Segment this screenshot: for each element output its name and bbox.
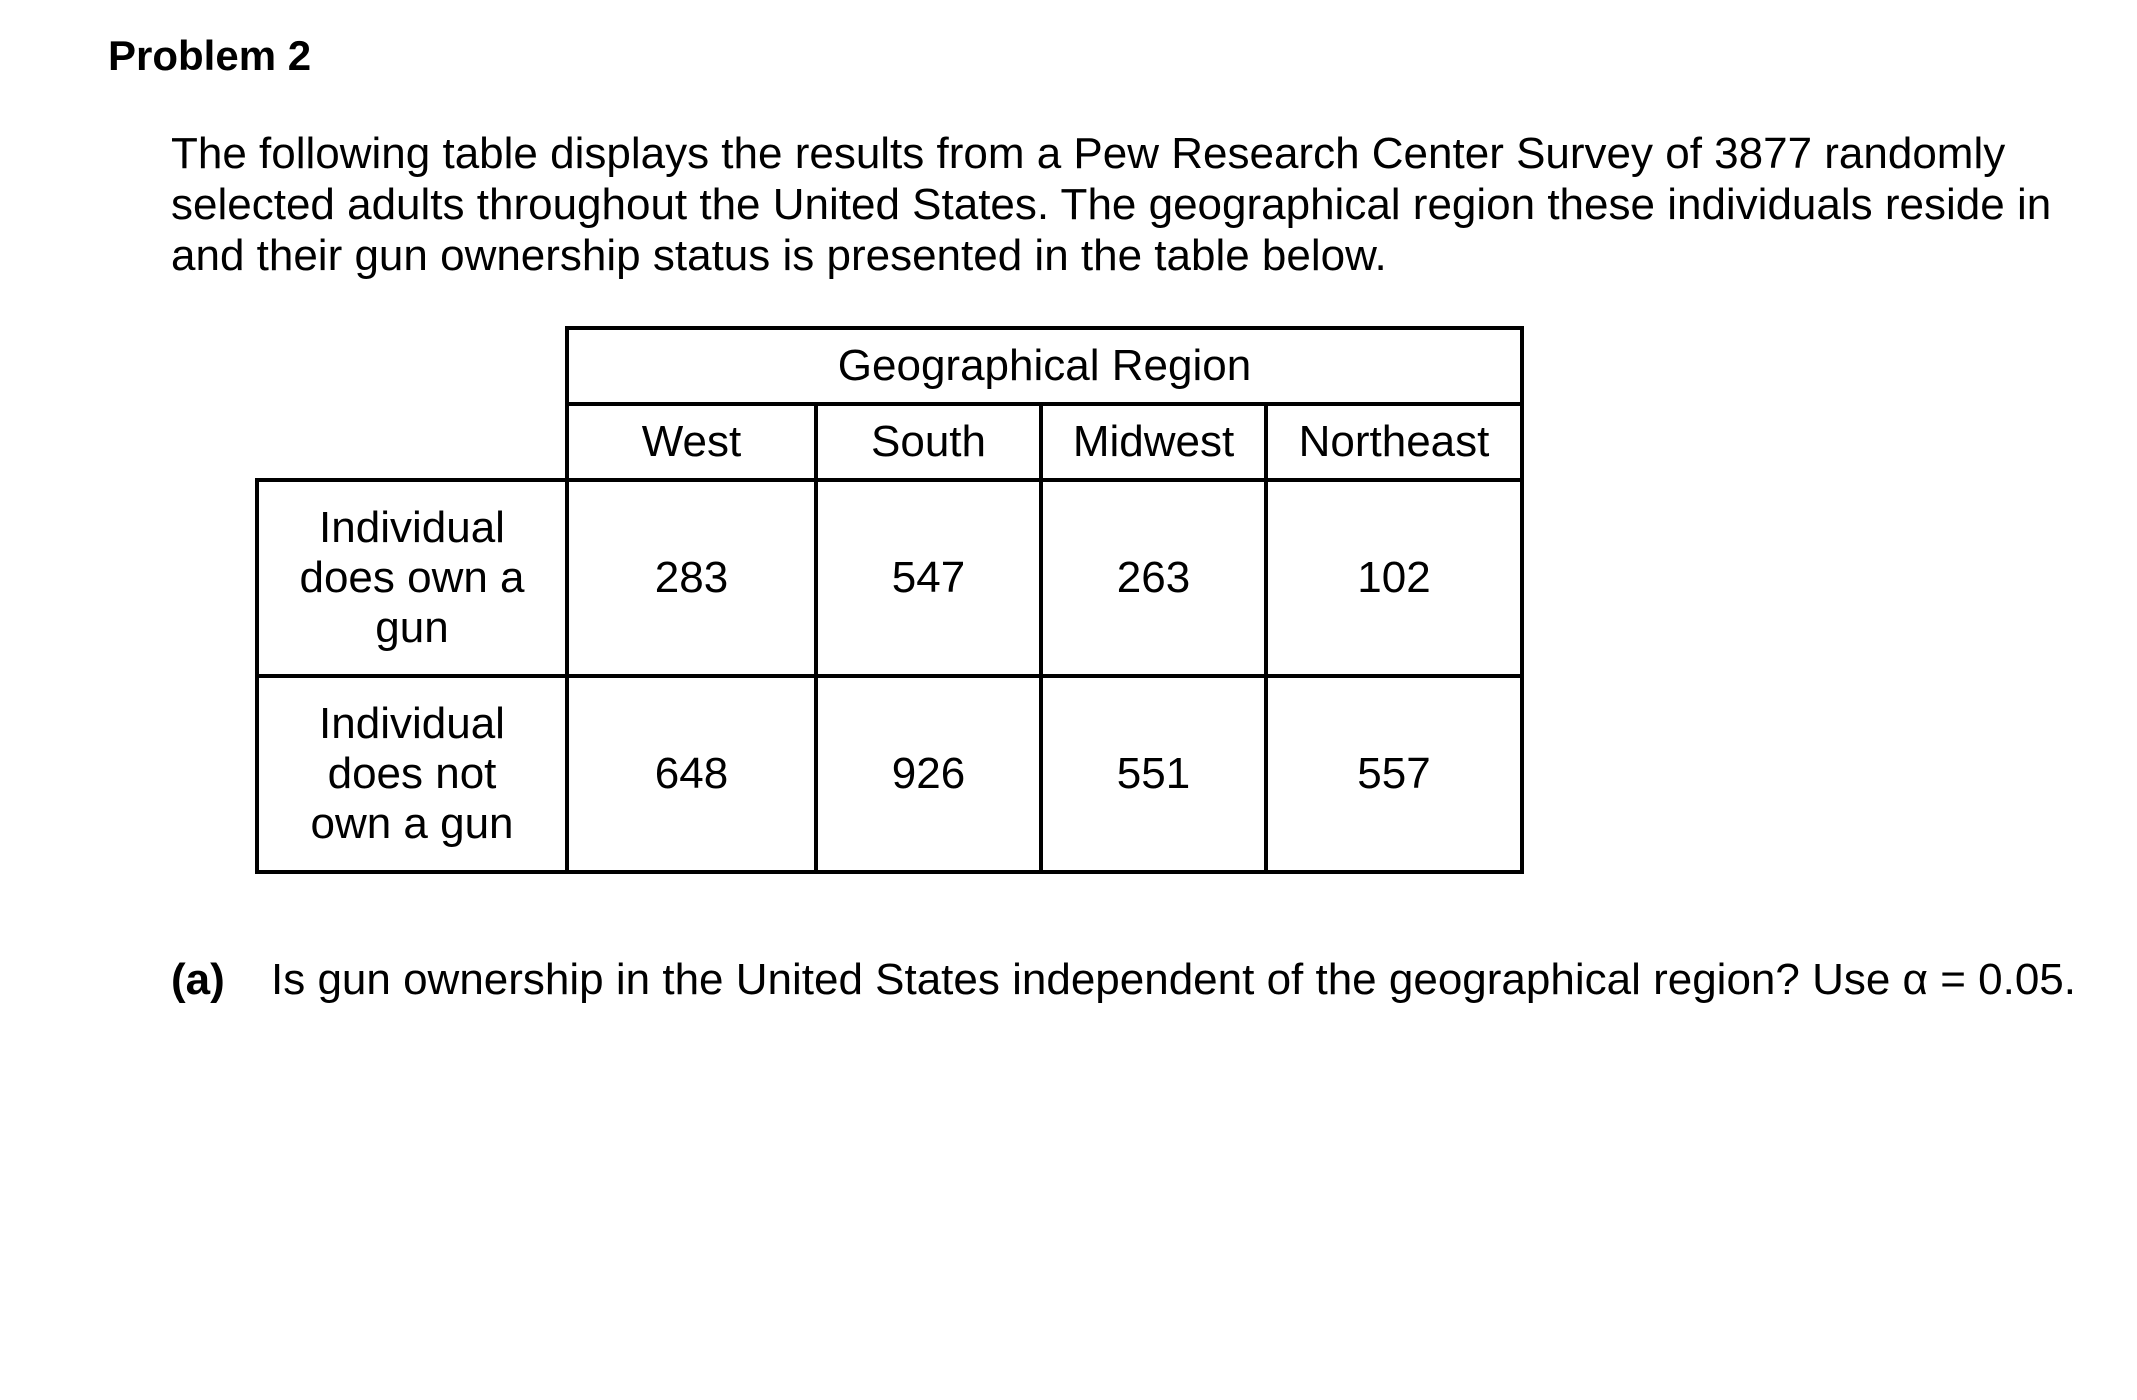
table-row	[257, 480, 1522, 676]
intro-line: selected adults throughout the United States. The geographical region these individuals reside in	[171, 180, 2052, 229]
question-a	[171, 952, 2076, 1008]
column-header-south: South	[816, 404, 1041, 480]
row-header-owns-gun	[257, 480, 567, 676]
row-header-not-owns-gun	[257, 676, 567, 872]
row-header-line: own a gun	[310, 799, 514, 848]
table-cell: 283	[567, 480, 816, 676]
table-row	[257, 676, 1522, 872]
row-header-line: Individual	[319, 503, 505, 552]
table-cell: 547	[816, 480, 1041, 676]
question-text: Is gun ownership in the United States independent of the geographical region? Use α = 0.05.	[271, 955, 2076, 1004]
column-header-northeast: Northeast	[1266, 404, 1522, 480]
row-header-line: gun	[375, 603, 449, 652]
intro-paragraph	[171, 128, 2101, 281]
table-cell: 926	[816, 676, 1041, 872]
column-header-west: West	[567, 404, 816, 480]
table-cell: 263	[1041, 480, 1266, 676]
group-header: Geographical Region	[567, 328, 1522, 404]
problem-title: Problem 2	[108, 32, 312, 79]
row-header-line: does not	[327, 749, 497, 798]
intro-line: The following table displays the results from a Pew Research Center Survey of 3877 randomly	[171, 129, 2006, 178]
table-cell: 648	[567, 676, 816, 872]
row-header-line: Individual	[319, 699, 505, 748]
table-cell: 551	[1041, 676, 1266, 872]
table-cell: 557	[1266, 676, 1522, 872]
contingency-table	[255, 326, 1524, 874]
intro-line: and their gun ownership status is presented in the table below.	[171, 231, 1387, 280]
column-header-midwest: Midwest	[1041, 404, 1266, 480]
table-cell: 102	[1266, 480, 1522, 676]
question-label: (a)	[171, 955, 225, 1004]
row-header-line: does own a	[299, 553, 525, 602]
table-corner	[257, 328, 567, 404]
table-corner	[257, 404, 567, 480]
